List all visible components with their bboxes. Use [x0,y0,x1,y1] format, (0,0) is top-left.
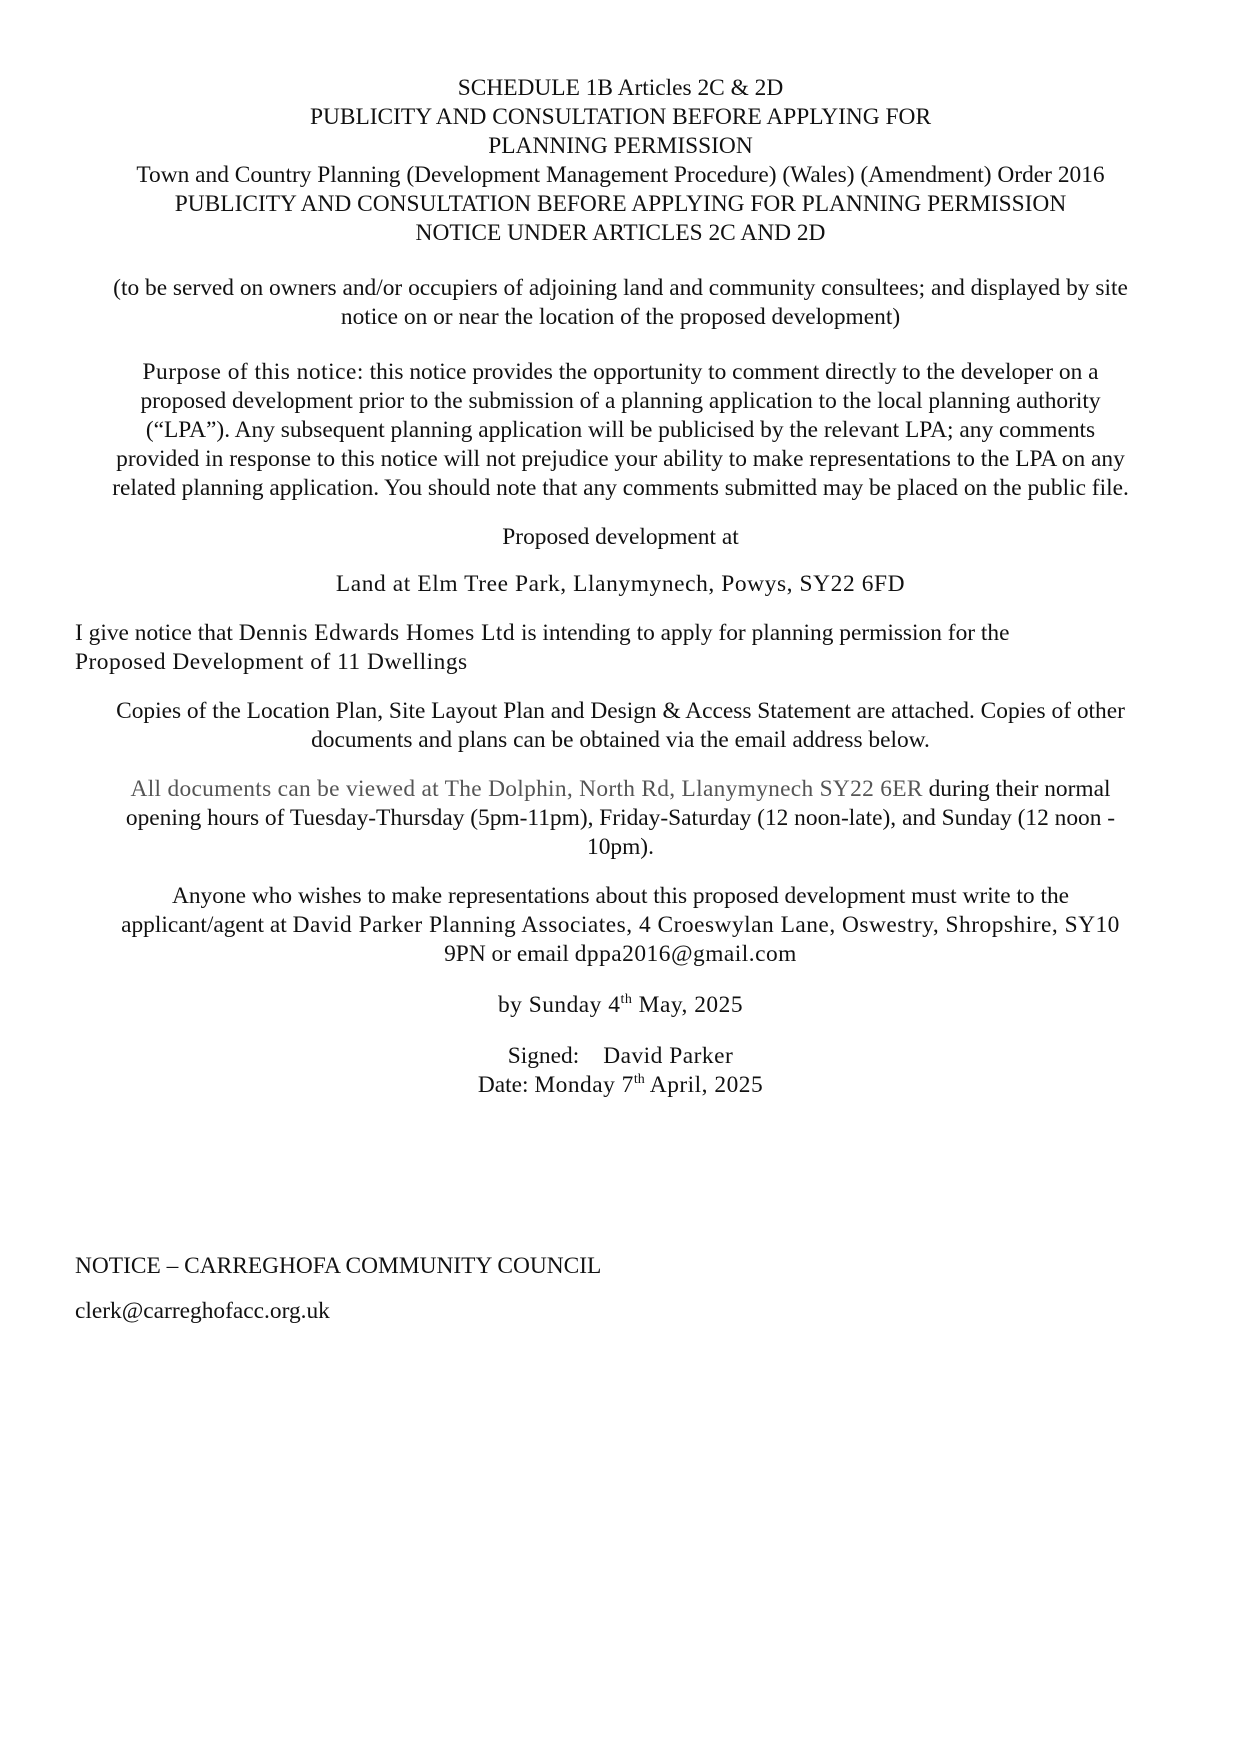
service-note [75,274,1166,332]
council-title: NOTICE – CARREGHOFA COMMUNITY COUNCIL [75,1253,602,1279]
copies-paragraph [75,697,1166,755]
viewing-paragraph [75,775,1166,862]
date-ordinal: th [633,1072,645,1088]
signed-name: David Parker [603,1043,734,1069]
signed-label: Signed: [507,1043,580,1069]
deadline [75,991,1166,1020]
site-address: Land at Elm Tree Park, Llanymynech, Powys, SY22 6FD [335,571,906,597]
viewing-venue: All documents can be viewed at The Dolphin, North Rd, Llanymynech SY22 6ER [130,776,923,802]
representations-line-2-prefix: applicant/agent at [121,912,293,938]
opening-hours: opening hours of Tuesday-Thursday (5pm-11pm), Friday-Saturday (12 noon-late), and Sunday (12 noon - [125,805,1116,831]
developer-name: Dennis Edwards Homes Ltd [238,620,516,646]
proposed-development-label: Proposed development at [502,524,739,550]
purpose-line-5: related planning application. You should note that any comments submitted may be placed on the public file. [112,475,1129,501]
agent-address: David Parker Planning Associates, 4 Croeswylan Lane, Oswestry, Shropshire, SY10 [292,912,1120,938]
representations-line-1: Anyone who wishes to make representations about this proposed development must write to the [171,883,1070,909]
heading-permission-line: PLANNING PERMISSION [488,133,753,159]
give-notice-prefix: I give notice that [75,620,239,646]
purpose-line-3: (“LPA”). Any subsequent planning application will be publicised by the relevant LPA; any comments [145,417,1096,443]
date-label: Date: [477,1072,535,1098]
service-note-line-2: notice on or near the location of the proposed development) [340,304,901,330]
heading-articles: NOTICE UNDER ARTICLES 2C AND 2D [415,220,826,246]
purpose-line-2: proposed development prior to the submission of a planning application to the local planning authority [140,388,1101,414]
give-notice-line-1 [75,619,1166,648]
date-day: Monday 7 [534,1072,634,1098]
give-notice-suffix: is intending to apply for planning permission for the [515,620,1010,646]
signed-line [75,1042,1166,1071]
deadline-ordinal: th [620,992,633,1008]
signature-block [75,1042,1166,1100]
purpose-line-1 [75,358,1166,387]
heading-publicity-full: PUBLICITY AND CONSULTATION BEFORE APPLYING FOR PLANNING PERMISSION [174,191,1067,217]
council-email: clerk@carreghofacc.org.uk [75,1298,330,1324]
deadline-rest: May, 2025 [632,992,744,1018]
purpose-line-1-rest: this notice provides the opportunity to comment directly to the developer on a [363,359,1099,385]
purpose-lead: Purpose of this notice: [142,359,364,385]
representations-line-3 [75,940,1166,969]
give-notice-paragraph [75,619,1166,677]
representations-line-3-prefix: 9PN or email [444,941,575,967]
viewing-line-1 [75,775,1166,804]
copies-line-1: Copies of the Location Plan, Site Layout Plan and Design & Access Statement are attached. Copies of other [116,698,1125,724]
representations-paragraph [75,882,1166,969]
order-title: Town and Country Planning (Development Management Procedure) (Wales) (Amendment) Order 2016 [136,162,1105,188]
heading-publicity-line: PUBLICITY AND CONSULTATION BEFORE APPLYING FOR [309,104,932,130]
development-description: Proposed Development of 11 Dwellings [75,649,468,675]
purpose-paragraph [75,358,1166,503]
deadline-day: by Sunday 4 [497,992,621,1018]
notice-heading [75,74,1166,248]
representations-line-2 [75,911,1166,940]
date-rest: April, 2025 [644,1072,764,1098]
schedule-title: SCHEDULE 1B Articles 2C & 2D [457,75,784,101]
service-note-line-1: (to be served on owners and/or occupiers of adjoining land and community consultees; and displayed by site [113,275,1128,301]
opening-hours-end: 10pm). [587,834,654,860]
date-line [75,1071,1166,1100]
viewing-line-1-rest: during their normal [922,776,1111,802]
copies-line-2: documents and plans can be obtained via the email address below. [311,727,930,753]
purpose-line-4: provided in response to this notice will not prejudice your ability to make representations to the LPA on any [116,446,1125,472]
agent-email: dppa2016@gmail.com [574,941,797,967]
